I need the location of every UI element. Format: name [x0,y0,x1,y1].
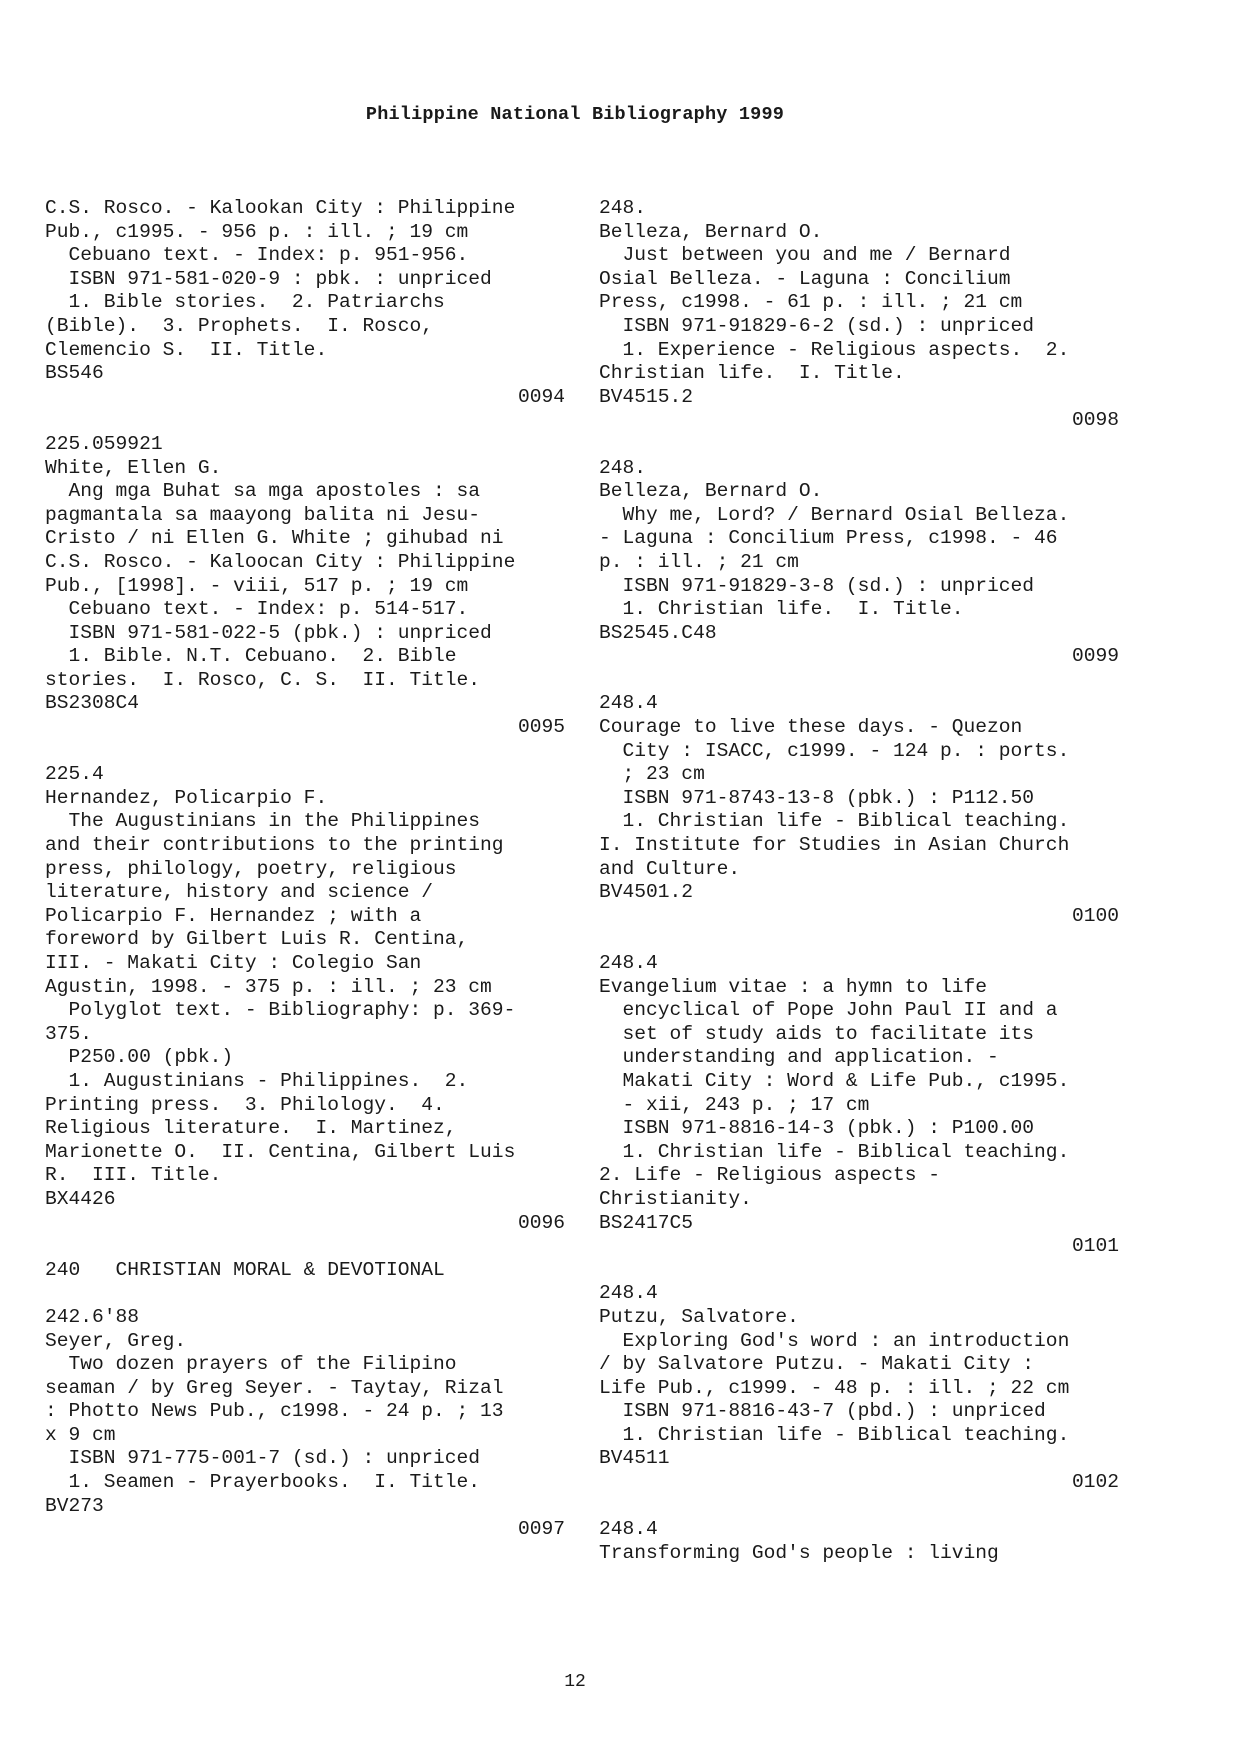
page-number: 12 [564,1672,586,1692]
entry-line: BV273 [45,1494,104,1517]
entry-line: set of study aids to facilitate its [599,1022,1035,1045]
entry-line: 248.4 [599,1518,658,1541]
entry-line: ISBN 971-8743-13-8 (pbk.) : P112.50 [599,786,1035,809]
entry-line: 242.6'88 [45,1305,140,1328]
entry-line: Courage to live these days. - Quezon [599,716,1023,739]
entry-number: 0100 [1071,904,1119,927]
entry-line: Polyglot text. - Bibliography: p. 369- [45,999,516,1022]
entry-line: Belleza, Bernard O. [599,480,823,503]
entry-line: ISBN 971-8816-43-7 (pbd.) : unpriced [599,1400,1046,1423]
entry-line: 2. Life - Religious aspects - [599,1164,940,1187]
entry-spacer [45,1282,565,1306]
entry-line: foreword by Gilbert Luis R. Centina, [45,928,469,951]
bibliography-entry [599,1518,1119,1565]
entry-number: 0099 [1071,645,1119,668]
entry-line: Cebuano text. - Index: p. 514-517. [45,598,469,621]
entry-line: ISBN 971-91829-6-2 (sd.) : unpriced [599,314,1035,337]
entry-line: Pub., [1998]. - viii, 517 p. ; 19 cm [45,574,469,597]
entry-line: BS546 [45,362,104,385]
entry-line: BV4501.2 [599,881,694,904]
entry-number: 0094 [517,385,565,408]
entry-spacer [599,669,1119,693]
entry-line: p. : ill. ; 21 cm [599,550,799,573]
entry-line: 1. Augustinians - Philippines. 2. [45,1069,469,1092]
entry-line: White, Ellen G. [45,456,222,479]
entry-line: ISBN 971-581-020-9 : pbk. : unpriced [45,267,492,290]
entry-line: / by Salvatore Putzu. - Makati City : [599,1353,1035,1376]
bibliography-entry [45,763,565,1235]
entry-line: ISBN 971-91829-3-8 (sd.) : unpriced [599,574,1035,597]
entry-line: BV4515.2 [599,385,694,408]
bibliography-entry [599,952,1119,1259]
entry-line: and Culture. [599,857,741,880]
entry-line: Press, c1998. - 61 p. : ill. ; 21 cm [599,291,1023,314]
entry-line: Cristo / ni Ellen G. White ; gihubad ni [45,527,504,550]
entry-line: stories. I. Rosco, C. S. II. Title. [45,668,481,691]
entry-line: - Laguna : Concilium Press, c1998. - 46 [599,527,1058,550]
entry-line: BS2417C5 [599,1211,694,1234]
entry-line: Ang mga Buhat sa mga apostoles : sa [45,480,481,503]
bibliography-entry [599,197,1119,433]
entry-line: Life Pub., c1999. - 48 p. : ill. ; 22 cm [599,1376,1070,1399]
right-column [599,197,1119,1565]
entry-line: Policarpio F. Hernandez ; with a [45,904,422,927]
entry-line: P250.00 (pbk.) [45,1046,234,1069]
entry-number: 0095 [517,716,565,739]
entry-line: Clemencio S. II. Title. [45,338,328,361]
bibliography-entry [599,692,1119,928]
entry-line: Osial Belleza. - Laguna : Concilium [599,267,1011,290]
entry-spacer [599,1259,1119,1283]
entry-line: 225.4 [45,763,104,786]
entry-spacer [599,433,1119,457]
bibliography-entry [599,1282,1119,1494]
entry-line: ISBN 971-581-022-5 (pbk.) : unpriced [45,621,492,644]
entry-line: Religious literature. I. Martinez, [45,1117,457,1140]
entry-line: ISBN 971-775-001-7 (sd.) : unpriced [45,1447,481,1470]
entry-spacer [599,928,1119,952]
entry-line: Evangelium vitae : a hymn to life [599,975,988,998]
entry-spacer [45,1235,565,1259]
entry-line: 240 CHRISTIAN MORAL & DEVOTIONAL [45,1258,445,1281]
entry-line: 1. Christian life. I. Title. [599,598,964,621]
entry-line: 248.4 [599,952,658,974]
entry-line: The Augustinians in the Philippines [45,810,481,833]
entry-line: ISBN 971-8816-14-3 (pbk.) : P100.00 [599,1117,1035,1140]
entry-line: literature, history and science / [45,881,434,904]
entry-line: BX4426 [45,1187,116,1210]
entry-spacer [45,740,565,764]
entry-line: Belleza, Bernard O. [599,220,823,243]
entry-line: pagmantala sa maayong balita ni Jesu- [45,503,481,526]
entry-line: Putzu, Salvatore. [599,1305,799,1328]
entry-line: Why me, Lord? / Bernard Osial Belleza. [599,503,1070,526]
entry-line: encyclical of Pope John Paul II and a [599,999,1058,1022]
entry-line: City : ISACC, c1999. - 124 p. : ports. [599,739,1070,762]
entry-line: 1. Experience - Religious aspects. 2. [599,338,1070,361]
entry-number: 0098 [1071,409,1119,432]
entry-line: BV4511 [599,1447,670,1470]
entry-line: 248. [599,197,647,219]
entry-line: 248.4 [599,692,658,715]
entry-line: Marionette O. II. Centina, Gilbert Luis [45,1140,516,1163]
bibliography-entry [45,433,565,740]
entry-number: 0096 [517,1211,565,1234]
entry-line: Agustin, 1998. - 375 p. : ill. ; 23 cm [45,975,492,998]
entry-line: Two dozen prayers of the Filipino [45,1353,457,1376]
entry-line: Hernandez, Policarpio F. [45,786,328,809]
entry-line: 1. Christian life - Biblical teaching. [599,810,1070,833]
entry-line: understanding and application. - [599,1046,999,1069]
entry-line: Christianity. [599,1187,752,1210]
bibliography-entry [45,197,565,409]
entry-line: (Bible). 3. Prophets. I. Rosco, [45,314,434,337]
entry-line: 248. [599,456,647,479]
entry-line: - xii, 243 p. ; 17 cm [599,1093,870,1116]
entry-spacer [45,409,565,433]
entry-line: Printing press. 3. Philology. 4. [45,1093,445,1116]
bibliography-entry [45,1306,565,1542]
bibliography-entry [599,457,1119,669]
entry-line: seaman / by Greg Seyer. - Taytay, Rizal [45,1376,504,1399]
entry-line: 1. Seamen - Prayerbooks. I. Title. [45,1471,481,1494]
entry-line: Exploring God's word : an introduction [599,1329,1070,1352]
entry-line: III. - Makati City : Colegio San [45,952,422,974]
entry-line: BS2545.C48 [599,621,717,644]
entry-line: Transforming God's people : living [599,1541,999,1564]
entry-line: Just between you and me / Bernard [599,244,1011,267]
entry-line: press, philology, poetry, religious [45,857,457,880]
entry-line: x 9 cm [45,1423,116,1446]
entry-spacer [599,1495,1119,1519]
entry-number: 0102 [1071,1471,1119,1494]
page-title: Philippine National Bibliography 1999 [365,104,785,125]
entry-line: 1. Bible stories. 2. Patriarchs [45,291,445,314]
entry-line: Makati City : Word & Life Pub., c1995. [599,1069,1070,1092]
entry-number: 0097 [517,1518,565,1541]
entry-line: Pub., c1995. - 956 p. : ill. ; 19 cm [45,220,469,243]
entry-line: ; 23 cm [599,763,705,786]
entry-line: 1. Christian life - Biblical teaching. [599,1423,1070,1446]
entry-line: C.S. Rosco. - Kalookan City : Philippine [45,197,516,219]
entry-line: Seyer, Greg. [45,1329,187,1352]
entry-line: 375. [45,1022,93,1045]
entry-line: : Photto News Pub., c1998. - 24 p. ; 13 [45,1400,504,1423]
entry-number: 0101 [1071,1235,1119,1258]
entry-line: 225.059921 [45,432,163,455]
entry-line: 248.4 [599,1282,658,1305]
entry-line: I. Institute for Studies in Asian Church [599,834,1070,857]
left-column [45,197,565,1542]
entry-line: R. III. Title. [45,1164,222,1187]
entry-line: Christian life. I. Title. [599,362,905,385]
entry-line: 1. Christian life - Biblical teaching. [599,1140,1070,1163]
entry-line: C.S. Rosco. - Kaloocan City : Philippine [45,550,516,573]
entry-line: and their contributions to the printing [45,834,504,857]
entry-line: 1. Bible. N.T. Cebuano. 2. Bible [45,645,457,668]
bibliography-entry [45,1259,565,1283]
entry-line: Cebuano text. - Index: p. 951-956. [45,244,469,267]
entry-line: BS2308C4 [45,692,140,715]
